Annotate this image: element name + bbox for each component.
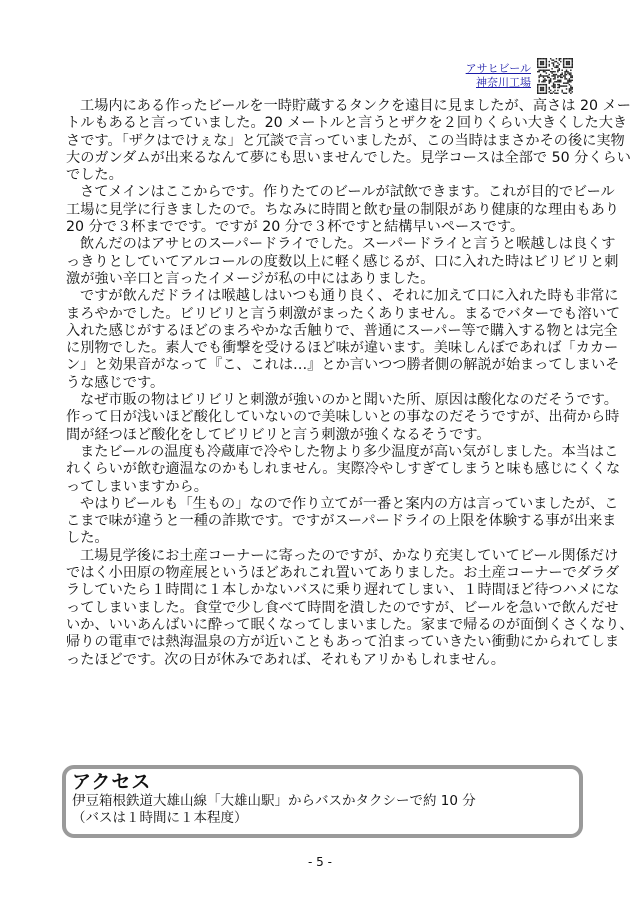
text-line: ったほどです。次の日が休みであれば、それもアリかもしれません。 — [66, 651, 505, 668]
text-line: 工場に見学に行きましたので。ちなみに時間と飲む量の制限があり健康的な理由もあり — [66, 201, 620, 218]
text-line: トルもあると言っていました。20 メートルと言うとザクを２回りくらい大きくした大き — [66, 115, 628, 132]
text-line: やはりビールも「生もの」なので作り立てが一番と案内の方は言っていましたが、こ — [80, 495, 619, 512]
text-line: なぜ市販の物はビリビリと刺激が強いのかと聞いた所、原因は酸化なのだそうです。 — [80, 392, 618, 409]
text-line: こまで味が違うと一種の詐欺です。ですがスーパードライの上限を体験する事が出来ま — [66, 513, 617, 530]
paragraph — [66, 547, 634, 669]
text-line: またビールの温度も冷蔵庫で冷やした物より多少温度が高い気がしました。本当はこ — [80, 443, 619, 460]
text-line: 激が強い辛口と言ったイメージが私の中にはありました。 — [66, 270, 435, 287]
qr-code-icon — [537, 58, 573, 94]
paragraph — [66, 98, 631, 184]
header-links — [466, 62, 531, 90]
access-bus-note: （バスは１時間に１本程度） — [72, 810, 248, 826]
text-line: 入れた感じがするほどのまろやかな舌触りで、普通にスーパー等で購入する物とは完全 — [66, 322, 618, 339]
text-line: ってしまいますから。 — [66, 478, 208, 495]
access-box — [62, 765, 583, 838]
page-number: - 5 - — [308, 855, 332, 869]
paragraph — [66, 443, 621, 496]
text-line: 帰りの電車では熱海温泉の方が近いこともあって泊まっていきたい衝動にかられてしま — [66, 634, 620, 651]
paragraph — [66, 392, 620, 444]
link-kanagawa-factory[interactable]: 神奈川工場 — [476, 76, 531, 89]
paragraph — [66, 288, 621, 392]
paragraph — [66, 236, 619, 288]
paragraph — [66, 184, 620, 236]
text-line: っきりとしていてアルコールの度数以上に軽く感じるが、口に入れた時はビリビリと刺 — [66, 253, 619, 270]
text-line: ン」と効果音がなって『こ、これは…』とか言いつつ勝者側の解説が始まってしまいそ — [66, 357, 620, 374]
text-line: 間が経つほど酸化をしてビリビリと言う刺激が強くなるそうです。 — [66, 426, 491, 443]
text-line: まろやかでした。ビリビリと言う刺激がまったくありません。まるでバターでも溶いて — [66, 305, 621, 322]
text-line: れくらいが飲む適温なのかもしれません。実際冷やしすぎてしまうと味も感じにくくな — [66, 461, 621, 478]
article-body — [66, 98, 634, 669]
text-line: した。 — [66, 530, 109, 547]
text-line: 作って日が浅いほど酸化していないので美味しいとの事なのだそうですが、出荷から時 — [66, 409, 620, 426]
text-line: 20 分で３杯までです。ですが 20 分で３杯ですと結構早いペースです。 — [66, 219, 525, 236]
text-line: ではく小田原の物産展というほどあれこれ置いてありました。お土産コーナーでダラダ — [66, 565, 620, 582]
text-line: いか、いいあんばいに酔って眠くなってしまいました。家まで帰るのが面倒くさくなり、 — [66, 616, 634, 633]
text-line: さです。「ザクはでけぇな」と冗談で言っていましたが、この当時はまさかその後に実物 — [66, 132, 625, 149]
text-line: でした。 — [66, 167, 123, 184]
access-title: アクセス — [72, 771, 152, 793]
text-line: 工場内にある作ったビールを一時貯蔵するタンクを遠目に見ましたが、高さは 20 メー — [80, 98, 631, 114]
text-line: うな感じです。 — [66, 374, 165, 391]
text-line: に別物でした。素人でも衝撃を受けるほど味が違います。美味しんぼであれば「カカー — [66, 340, 619, 357]
text-line: ラしていたら１時間に１本しかないバスに乗り遅れてしまい、１時間ほど待つハメにな — [66, 582, 620, 599]
text-line: 工場見学後にお土産コーナーに寄ったのですが、かなり充実していてビール関係だけ — [80, 547, 619, 564]
paragraph — [66, 495, 619, 548]
text-line: さてメインはここからです。作りたてのビールが試飲できます。これが目的でビール — [80, 184, 615, 201]
link-asahi-beer[interactable]: アサヒビール — [465, 62, 531, 75]
text-line: ってしまいました。食堂で少し食べて時間を潰したのですが、ビールを急いで飲んだせ — [66, 599, 619, 616]
access-directions: 伊豆箱根鉄道大雄山線「大雄山駅」からバスかタクシーで約 10 分 — [72, 793, 476, 809]
text-line: 大のガンダムが出来るなんて夢にも思いませんでした。見学コースは全部で 50 分くらい — [66, 149, 631, 166]
text-line: ですが飲んだドライは喉越しはいつも通り良く、それに加えて口に入れた時も非常に — [80, 288, 619, 305]
text-line: 飲んだのはアサヒのスーパードライでした。スーパードライと言うと喉越しは良くす — [80, 236, 616, 253]
